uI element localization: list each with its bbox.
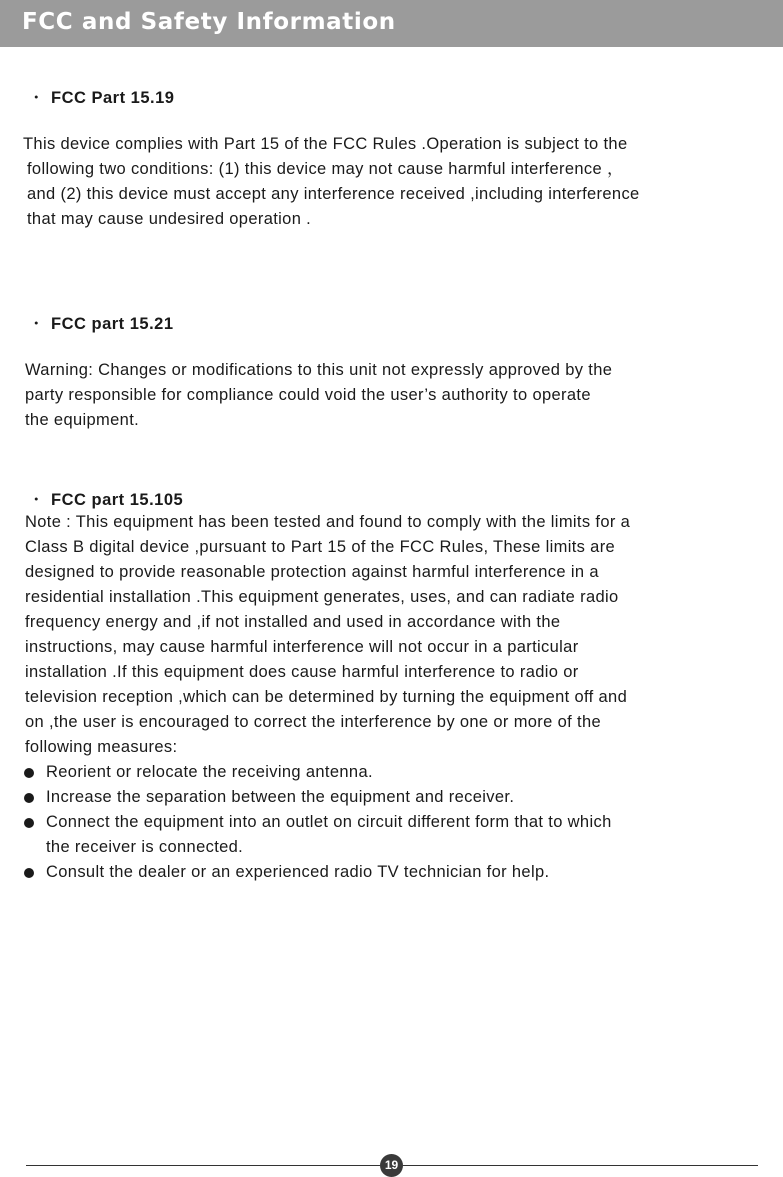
heading-text: FCC part 15.21 [51,315,174,333]
paragraph-line: that may cause undesired operation . [27,210,312,228]
page-title: FCC and Safety Information [22,9,396,35]
list-item [24,810,612,860]
page-number-badge: 19 [380,1154,403,1177]
section-heading-15-21 [28,310,174,334]
heading-bullet: ・ [28,89,45,107]
paragraph-line: following two conditions: (1) this device may not cause harmful interference ， [27,160,624,178]
list-item [24,760,612,785]
footer-divider-left [26,1165,380,1166]
paragraph-line: party responsible for compliance could void the user’s authority to operate [25,386,591,404]
paragraph-line: television reception ,which can be determined by turning the equipment off and [25,688,628,706]
footer-divider-right [403,1165,758,1166]
section-paragraph-15-21 [25,358,612,433]
bullet-dot-icon [24,768,34,778]
paragraph-line: the equipment. [25,411,140,429]
paragraph-line: instructions, may cause harmful interference will not occur in a particular [25,638,579,656]
heading-text: FCC Part 15.19 [51,89,175,107]
measures-list [24,760,612,885]
paragraph-line: Class B digital device ,pursuant to Part 15 of the FCC Rules, These limits are [25,538,616,556]
paragraph-line: and (2) this device must accept any interference received ,including interference [27,185,640,203]
paragraph-line: following measures: [25,738,178,756]
list-item-text: the receiver is connected. [46,838,244,856]
heading-bullet: ・ [28,491,45,509]
paragraph-line: designed to provide reasonable protection against harmful interference in a [25,563,599,581]
header-bar [0,0,783,47]
list-item-text: Increase the separation between the equipment and receiver. [46,788,515,806]
bullet-dot-icon [24,793,34,803]
list-item-text: Connect the equipment into an outlet on circuit different form that to which [46,813,612,831]
list-item [24,785,612,810]
paragraph-line: frequency energy and ,if not installed and used in accordance with the [25,613,561,631]
bullet-dot-icon [24,818,34,828]
paragraph-line: residential installation .This equipment generates, uses, and can radiate radio [25,588,619,606]
heading-bullet: ・ [28,315,45,333]
paragraph-line: This device complies with Part 15 of the FCC Rules .Operation is subject to the [23,135,628,153]
paragraph-line: Warning: Changes or modifications to this unit not expressly approved by the [25,361,613,379]
paragraph-line: installation .If this equipment does cause harmful interference to radio or [25,663,579,681]
list-item-text: Consult the dealer or an experienced radio TV technician for help. [46,863,550,881]
list-item [24,860,612,885]
section-heading-15-105 [28,486,183,510]
paragraph-line: Note : This equipment has been tested and found to comply with the limits for a [25,513,631,531]
bullet-dot-icon [24,868,34,878]
section-heading-15-19 [28,84,174,108]
section-paragraph-15-19 [23,132,640,232]
heading-text: FCC part 15.105 [51,491,184,509]
paragraph-line: on ,the user is encouraged to correct the interference by one or more of the [25,713,601,731]
section-paragraph-15-105 [25,510,630,760]
list-item-text: Reorient or relocate the receiving antenna. [46,763,373,781]
